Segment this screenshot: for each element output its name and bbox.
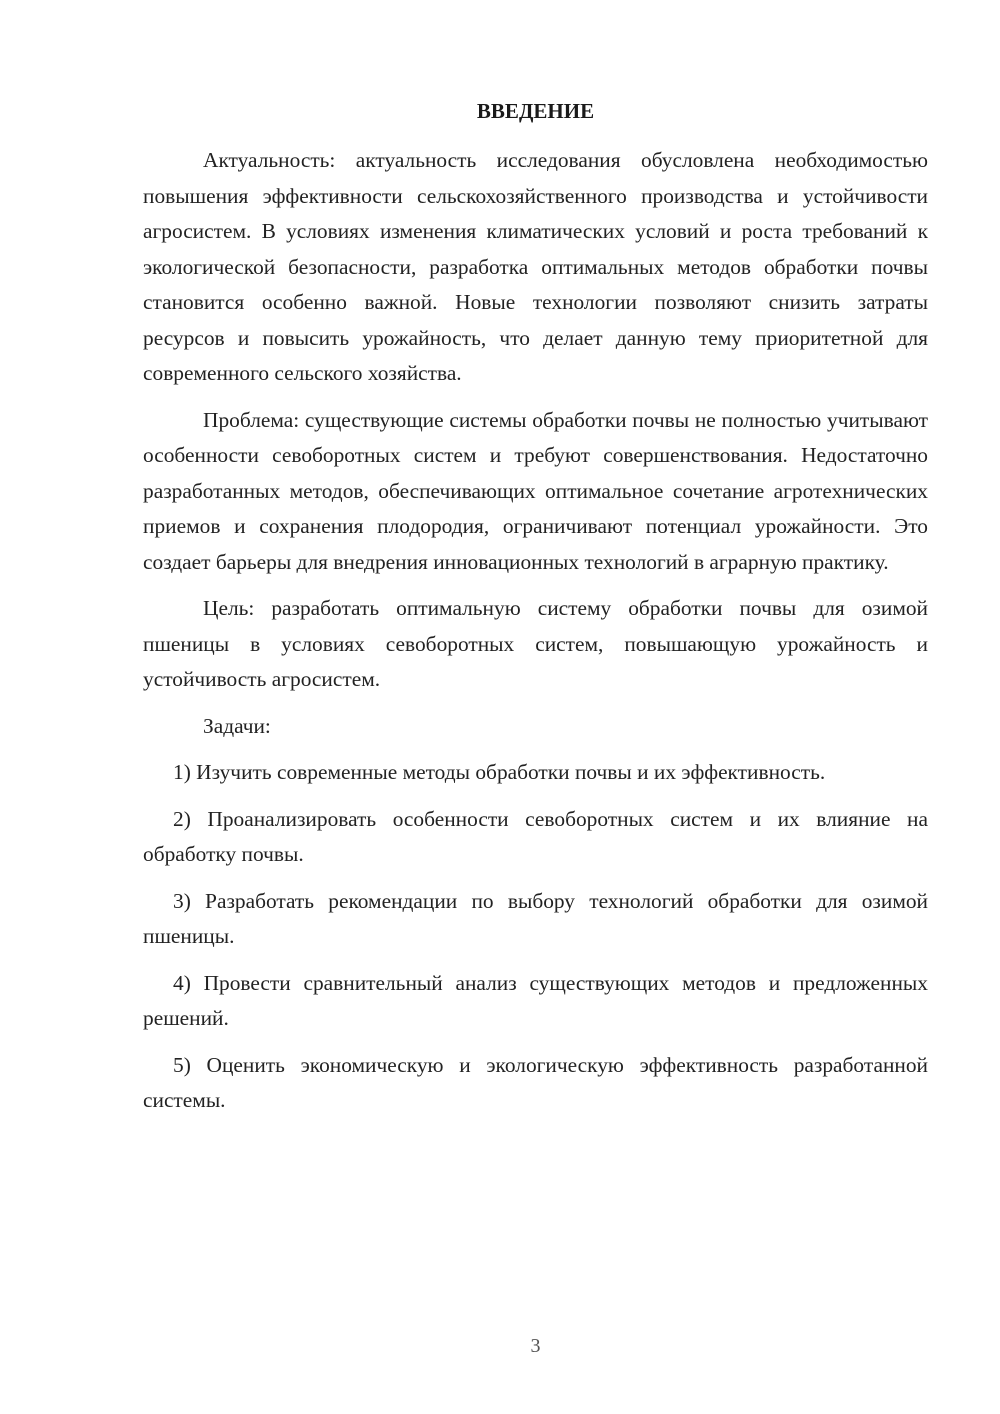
task-item-1: 1) Изучить современные методы обработки почвы и их эффективность. [173,760,826,784]
task-item-4: 4) Провести сравнительный анализ существующих методов и предложенных решений. [143,970,928,1030]
section-title: ВВЕДЕНИЕ [476,99,595,123]
document-page [143,0,928,1414]
relevance-paragraph: Актуальность: актуальность исследования обусловлена необходимостью повышения эффективности сельскохозяйственного производства и устойчивости агросистем. В условиях изменения климатических условий и роста требований к экологической безопасности, разработка оптимальных методов обработки почвы становится особенно важной. Новые технологии позволяют снизить затраты ресурсов и повысить урожайность, что делает данную тему приоритетной для современного сельского хозяйства. [143,148,928,385]
task-item-3: 3) Разработать рекомендации по выбору технологий обработки для озимой пшеницы. [143,888,928,948]
page-number: 3 [530,1335,541,1357]
task-item-5: 5) Оценить экономическую и экологическую эффективность разработанной системы. [143,1052,928,1112]
goal-paragraph: Цель: разработать оптимальную систему обработки почвы для озимой пшеницы в условиях севоборотных систем, повышающую урожайность и устойчивость агросистем. [143,596,928,691]
task-item-2: 2) Проанализировать особенности севоборотных систем и их влияние на обработку почвы. [143,806,928,866]
problem-paragraph: Проблема: существующие системы обработки почвы не полностью учитывают особенности севоборотных систем и требуют совершенствования. Недостаточно разработанных методов, обеспечивающих оптимальное сочетание агротехнических приемов и сохранения плодородия, ограничивают потенциал урожайности. Это создает барьеры для внедрения инновационных технологий в аграрную практику. [143,407,928,574]
tasks-label: Задачи: [203,713,271,738]
document-body [143,143,928,1130]
